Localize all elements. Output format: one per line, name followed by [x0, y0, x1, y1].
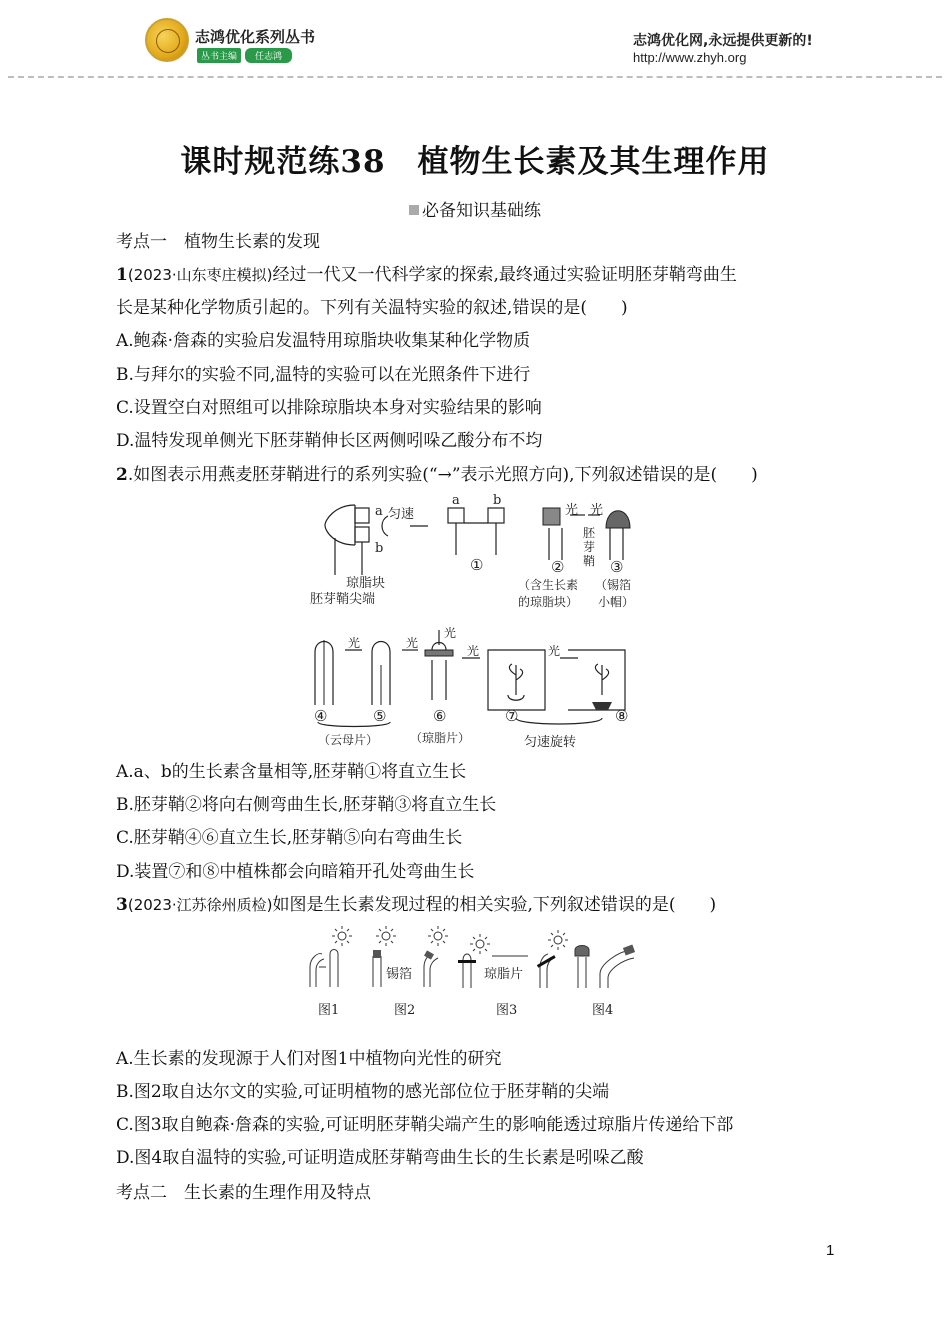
block-b-on-1 — [488, 508, 504, 523]
q3-option-b: B.图2取自达尔文的实验,可证明植物的感光部位位于胚芽鞘的尖端 — [116, 1082, 610, 1102]
q1-source: (2023·山东枣庄模拟) — [127, 266, 273, 284]
label-light-5: 光 — [406, 636, 419, 650]
label-uniform-speed: 匀速 — [388, 507, 415, 522]
sun-icon-1 — [332, 926, 352, 946]
fig3-tip-a — [463, 954, 471, 960]
q3-figure — [300, 922, 650, 1022]
label-coleoptile-v2: 芽 — [583, 540, 596, 554]
section-heading-1: 考点一 植物生长素的发现 — [116, 232, 320, 252]
header-divider — [8, 76, 942, 78]
header-url[interactable]: http://www.zhyh.org — [633, 50, 747, 65]
q3-source: (2023·江苏徐州质检) — [127, 896, 273, 914]
auxin-block-2 — [543, 508, 560, 525]
plant-8 — [595, 664, 608, 695]
block-a-on-1 — [448, 508, 464, 523]
label-b: b — [375, 541, 384, 556]
label-n8: ⑧ — [615, 707, 629, 725]
fig2-tin-cap-b — [424, 950, 434, 959]
label-auxin-block-1: （含生长素 — [518, 578, 579, 592]
q3-option-a: A.生长素的发现源于人们对图1中植物向光性的研究 — [116, 1049, 502, 1069]
label-coleoptile-v3: 鞘 — [583, 554, 596, 568]
sun-icon-3 — [428, 926, 448, 946]
series-title: 志鸿优化系列丛书 — [195, 28, 316, 46]
fig4-coleoptile-b — [600, 950, 634, 988]
label-coleoptile-v1: 胚 — [583, 526, 596, 540]
q2-option-d: D.装置⑦和⑧中植株都会向暗箱开孔处弯曲生长 — [116, 862, 475, 882]
label-fig4: 图4 — [592, 1003, 614, 1018]
q2-option-c: C.胚芽鞘④⑥直立生长,胚芽鞘⑤向右弯曲生长 — [116, 828, 463, 848]
q1-number: 1 — [116, 265, 128, 285]
turntable-8 — [592, 702, 612, 710]
q1-stem-1: 经过一代又一代科学家的探索,最终通过实验证明胚芽鞘弯曲生 — [272, 265, 737, 285]
coleoptile-6 — [432, 660, 446, 700]
fig3-agar-piece-b — [537, 955, 556, 968]
q2-stem — [116, 464, 758, 486]
q3-option-c: C.图3取自鲍森·詹森的实验,可证明胚芽鞘尖端产生的影响能透过琼脂片传递给下部 — [116, 1115, 734, 1135]
label-n2: ② — [551, 558, 565, 576]
q1-option-d: D.温特发现单侧光下胚芽鞘伸长区两侧吲哚乙酸分布不均 — [116, 431, 543, 451]
label-light-7: 光 — [467, 644, 480, 658]
label-n1: ① — [470, 556, 484, 574]
fig1-straight-coleoptile — [330, 950, 338, 988]
q1-option-b: B.与拜尔的实验不同,温特的实验可以在光照条件下进行 — [116, 365, 531, 385]
editor-label-badge: 丛书主编 — [197, 48, 241, 63]
fig4-block — [623, 945, 635, 956]
label-a: a — [375, 504, 383, 519]
agar-block-b — [355, 527, 369, 542]
label-a-1: a — [452, 493, 460, 508]
q1-line1 — [116, 264, 737, 286]
page-title: 课时规范练38 植物生长素及其生理作用 — [180, 144, 770, 180]
label-agar-piece-3: 琼脂片 — [484, 967, 524, 982]
label-mica: （云母片） — [318, 733, 379, 747]
label-tin-cap-1: （锡箔 — [595, 578, 632, 592]
coleoptile-2 — [549, 528, 562, 560]
editor-name-badge: 任志鸿 — [245, 48, 292, 63]
q1-stem-2: 长是某种化学物质引起的。下列有关温特实验的叙述,错误的是( ) — [116, 298, 628, 318]
fig2-tin-cap — [373, 950, 381, 958]
dark-box-8 — [568, 650, 625, 710]
header-slogan: 志鸿优化网,永远提供更新的! — [633, 33, 813, 49]
label-n6: ⑥ — [433, 707, 447, 725]
brace-7-8 — [516, 718, 602, 724]
q2-option-b: B.胚芽鞘②将向右侧弯曲生长,胚芽鞘③将直立生长 — [116, 795, 497, 815]
label-light-3: 光 — [590, 503, 604, 518]
sun-icon-4 — [470, 934, 490, 954]
label-tin-foil: 锡箔 — [386, 967, 413, 982]
sun-icon-5 — [548, 930, 568, 950]
fig4-coleoptile-a — [578, 957, 586, 988]
label-coleoptile-tip: 胚芽鞘尖端 — [310, 592, 376, 607]
plant-7 — [509, 664, 522, 695]
label-light-6: 光 — [444, 626, 457, 640]
q3-stem-text: 如图是生长素发现过程的相关实验,下列叙述错误的是( ) — [272, 895, 717, 915]
coleoptile-1 — [456, 523, 496, 555]
label-fig2: 图2 — [394, 1003, 416, 1018]
q3-number: 3 — [116, 895, 128, 915]
agar-piece-6 — [425, 650, 453, 656]
q2-figure — [300, 490, 650, 755]
tin-cap-3 — [606, 511, 630, 528]
q2-option-a: A.a、b的生长素含量相等,胚芽鞘①将直立生长 — [116, 762, 467, 782]
label-fig1: 图1 — [318, 1003, 340, 1018]
fig3-coleoptile-a — [463, 962, 471, 988]
label-light-8: 光 — [548, 644, 561, 658]
fig4-tip — [575, 946, 589, 957]
q1-option-a: A.鲍森·詹森的实验启发温特用琼脂块收集某种化学物质 — [116, 331, 531, 351]
rotation-7 — [508, 695, 524, 700]
square-icon — [409, 205, 419, 215]
label-fig3: 图3 — [496, 1003, 518, 1018]
q2-number: 2 — [116, 465, 128, 485]
label-n4: ④ — [314, 707, 328, 725]
q2-stem-text: .如图表示用燕麦胚芽鞘进行的系列实验(“→”表示光照方向),下列叙述错误的是( ) — [127, 465, 758, 485]
page-number: 1 — [826, 1242, 835, 1259]
q1-option-c: C.设置空白对照组可以排除琼脂块本身对实验结果的影响 — [116, 398, 542, 418]
label-agar-piece: （琼脂片） — [410, 731, 471, 745]
section-subtitle — [0, 196, 950, 221]
sun-icon-2 — [376, 926, 396, 946]
label-light-2: 光 — [565, 503, 579, 518]
fig1-bent-coleoptile — [310, 954, 324, 987]
label-uniform-rotation: 匀速旋转 — [524, 735, 577, 750]
fig2-coleoptile-a — [373, 956, 381, 987]
q3-option-d: D.图4取自温特的实验,可证明造成胚芽鞘弯曲生长的生长素是吲哚乙酸 — [116, 1148, 644, 1168]
label-auxin-block-2: 的琼脂块） — [518, 595, 579, 609]
coleoptile-tip-shape — [325, 505, 355, 545]
fig3-agar-piece — [458, 960, 476, 963]
q3-stem — [116, 894, 716, 916]
section-heading-2: 考点二 生长素的生理作用及特点 — [116, 1183, 371, 1203]
label-light-4: 光 — [348, 636, 361, 650]
label-n5: ⑤ — [373, 707, 387, 725]
label-n3: ③ — [610, 558, 624, 576]
label-tin-cap-2: 小帽） — [598, 595, 635, 609]
label-n7: ⑦ — [505, 707, 519, 725]
coleoptile-3 — [610, 528, 623, 560]
label-agar-block: 琼脂块 — [346, 576, 386, 591]
subtitle-text: 必备知识基础练 — [422, 201, 541, 221]
label-b-1: b — [493, 493, 502, 508]
agar-block-a — [355, 508, 369, 523]
series-logo — [145, 18, 189, 62]
